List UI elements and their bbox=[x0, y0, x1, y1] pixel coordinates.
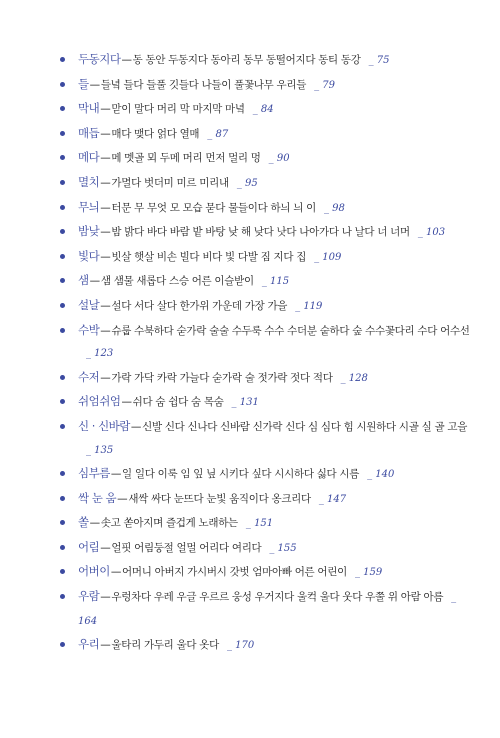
entry-page-number: _ 155 bbox=[269, 542, 297, 554]
em-dash: — bbox=[100, 176, 111, 189]
toc-entry bbox=[58, 196, 478, 221]
toc-entry bbox=[58, 97, 478, 122]
entry-words: 우렁차다 우레 우글 우르르 웅성 우거지다 울컥 울다 웃다 우쭐 위 아람 아름 bbox=[111, 591, 444, 604]
entry-words: 동 동안 두동지다 동아리 동무 동떨어지다 동티 동강 bbox=[132, 54, 361, 66]
entry-words: 얼핏 어림둥절 얼멀 어리다 여리다 bbox=[111, 541, 262, 554]
entry-page-number: _ 98 bbox=[323, 202, 345, 214]
entry-words: 빗살 햇살 비손 빌다 비다 빛 다발 짐 지다 집 bbox=[111, 250, 307, 263]
entry-page-number: _ 119 bbox=[295, 300, 323, 312]
em-dash: — bbox=[100, 201, 111, 214]
entry-headword: 싹 눈 움 bbox=[78, 490, 117, 505]
entry-words: 신발 신다 신나다 신바람 신가락 신다 심 심다 힘 시원하다 시골 실 골 고을 bbox=[142, 420, 468, 433]
em-dash: — bbox=[110, 566, 122, 579]
em-dash: — bbox=[89, 275, 100, 288]
entry-headword: 메다 bbox=[78, 150, 100, 165]
em-dash: — bbox=[89, 78, 100, 91]
toc-entry bbox=[58, 73, 478, 98]
entry-words: 어머니 아버지 가시버시 갓벗 엄마아빠 어른 어린이 bbox=[122, 566, 347, 579]
em-dash: — bbox=[100, 152, 111, 165]
em-dash: — bbox=[121, 396, 132, 409]
entry-headword: 샘 bbox=[78, 273, 89, 288]
toc-entry bbox=[58, 269, 478, 294]
toc-entry bbox=[58, 511, 478, 536]
entry-headword: 어림 bbox=[78, 539, 100, 554]
toc-entry bbox=[58, 487, 478, 512]
entry-headword: 쏠 bbox=[78, 515, 89, 530]
entry-page-number: _ 115 bbox=[261, 276, 290, 288]
entry-page-number: _ 131 bbox=[231, 397, 259, 409]
toc-entry bbox=[58, 294, 478, 319]
entry-words: 가락 가닥 카락 가늘다 숟가락 술 젓가락 젓다 적다 bbox=[111, 371, 333, 384]
entry-page-number: _ 159 bbox=[354, 567, 383, 579]
entry-page-number: _ 135 bbox=[86, 444, 114, 456]
entry-page-number: _ 140 bbox=[367, 469, 395, 481]
toc-entry bbox=[58, 390, 478, 415]
entry-headword: 수저 bbox=[78, 369, 100, 384]
entry-page-number: _ 75 bbox=[368, 55, 390, 66]
em-dash: — bbox=[110, 468, 122, 481]
entry-words: 쉬다 숨 쉽다 숨 목숨 bbox=[132, 396, 224, 409]
toc-entry bbox=[58, 462, 478, 487]
toc-entry bbox=[58, 415, 478, 462]
toc-entry bbox=[58, 122, 478, 147]
entry-page-number: _ 128 bbox=[340, 372, 368, 384]
em-dash: — bbox=[100, 127, 111, 140]
entry-page-number: _ 151 bbox=[245, 518, 274, 530]
entry-headword: 빛다 bbox=[78, 248, 100, 263]
toc-entry bbox=[58, 48, 478, 73]
entry-headword: 두동지다 bbox=[78, 52, 121, 66]
entry-headword: 설날 bbox=[78, 297, 100, 312]
toc-entry bbox=[58, 536, 478, 561]
entry-page-number: _ 79 bbox=[314, 79, 335, 91]
entry-page-number: _ 147 bbox=[318, 493, 347, 505]
toc-entry bbox=[58, 560, 478, 585]
em-dash: — bbox=[100, 591, 111, 604]
entry-page-number: _ 164 bbox=[78, 592, 457, 627]
entry-words: 맏이 말다 머리 막 마지막 마녘 bbox=[111, 103, 245, 116]
entry-headword: 무늬 bbox=[78, 199, 100, 214]
entry-headword: 매듭 bbox=[78, 125, 100, 140]
em-dash: — bbox=[100, 371, 111, 384]
entry-words: 메 멧골 뫼 두메 머리 먼저 멀리 멍 bbox=[111, 152, 261, 165]
em-dash: — bbox=[117, 492, 128, 505]
entry-words: 터문 무 무엇 모 모습 묻다 물들이다 하늬 늬 이 bbox=[111, 201, 316, 214]
entry-headword: 신 · 신바람 bbox=[78, 418, 130, 433]
entry-words: 새싹 싸다 눈뜨다 눈빛 움직이다 옹크리다 bbox=[128, 492, 311, 505]
entry-headword: 어버이 bbox=[78, 564, 110, 579]
entry-headword: 수박 bbox=[78, 322, 100, 337]
entry-page-number: _ 87 bbox=[207, 128, 229, 140]
entry-words: 샘 샘물 새롭다 스승 어른 이슬받이 bbox=[100, 275, 254, 288]
entry-words: 밤 밝다 바다 바람 밭 바탕 낮 해 낮다 낫다 나아가다 나 날다 너 너머 bbox=[111, 226, 410, 239]
entry-page-number: _ 170 bbox=[226, 640, 255, 652]
em-dash: — bbox=[100, 250, 111, 263]
em-dash: — bbox=[100, 299, 111, 312]
toc-entry bbox=[58, 319, 478, 366]
em-dash: — bbox=[89, 517, 100, 530]
toc-entry bbox=[58, 146, 478, 171]
toc-entry bbox=[58, 366, 478, 391]
toc-entry bbox=[58, 585, 478, 633]
entry-words: 울타리 가두리 울다 옷다 bbox=[111, 639, 219, 652]
em-dash: — bbox=[121, 54, 132, 66]
toc-entry bbox=[58, 633, 478, 658]
entry-words: 매다 맺다 얽다 열매 bbox=[111, 127, 200, 140]
em-dash: — bbox=[100, 541, 111, 554]
entry-page-number: _ 84 bbox=[252, 104, 274, 116]
toc-entry bbox=[58, 171, 478, 196]
toc-list bbox=[58, 48, 478, 658]
em-dash: — bbox=[100, 324, 111, 337]
entry-words: 설다 서다 살다 한가위 가운데 가장 가을 bbox=[111, 299, 288, 312]
entry-headword: 심부름 bbox=[78, 466, 110, 481]
entry-words: 들녘 들다 들풀 깃들다 나들이 풀꽃나무 우리들 bbox=[100, 78, 307, 91]
entry-page-number: _ 109 bbox=[314, 251, 342, 263]
entry-headword: 우람 bbox=[78, 589, 100, 604]
entry-page-number: _ 90 bbox=[268, 153, 290, 165]
entry-page-number: _ 95 bbox=[236, 177, 258, 189]
entry-words: 가멸다 벗더미 미르 미리내 bbox=[111, 176, 229, 189]
em-dash: — bbox=[100, 103, 111, 116]
em-dash: — bbox=[130, 420, 142, 433]
toc-entry bbox=[58, 220, 478, 245]
entry-page-number: _ 123 bbox=[86, 348, 114, 360]
entry-headword: 막내 bbox=[78, 101, 100, 116]
em-dash: — bbox=[100, 226, 111, 239]
em-dash: — bbox=[100, 639, 111, 652]
entry-headword: 멸치 bbox=[78, 174, 100, 189]
entry-headword: 쉬엄쉬엄 bbox=[78, 394, 121, 409]
entry-words: 일 일다 이룩 임 잎 닢 시키다 싶다 시시하다 싫다 시름 bbox=[122, 468, 360, 481]
entry-headword: 우리 bbox=[78, 637, 100, 652]
toc-entry bbox=[58, 245, 478, 270]
entry-headword: 밤낮 bbox=[78, 224, 100, 239]
entry-words: 솟고 쏟아지며 즐겁게 노래하는 bbox=[100, 517, 238, 530]
entry-page-number: _ 103 bbox=[417, 227, 446, 239]
entry-headword: 들 bbox=[78, 76, 89, 91]
entry-words: 슈룹 수북하다 숟가락 술술 수두룩 수수 수더분 숱하다 숲 수수꽃다리 수다 어수선 bbox=[111, 324, 470, 337]
